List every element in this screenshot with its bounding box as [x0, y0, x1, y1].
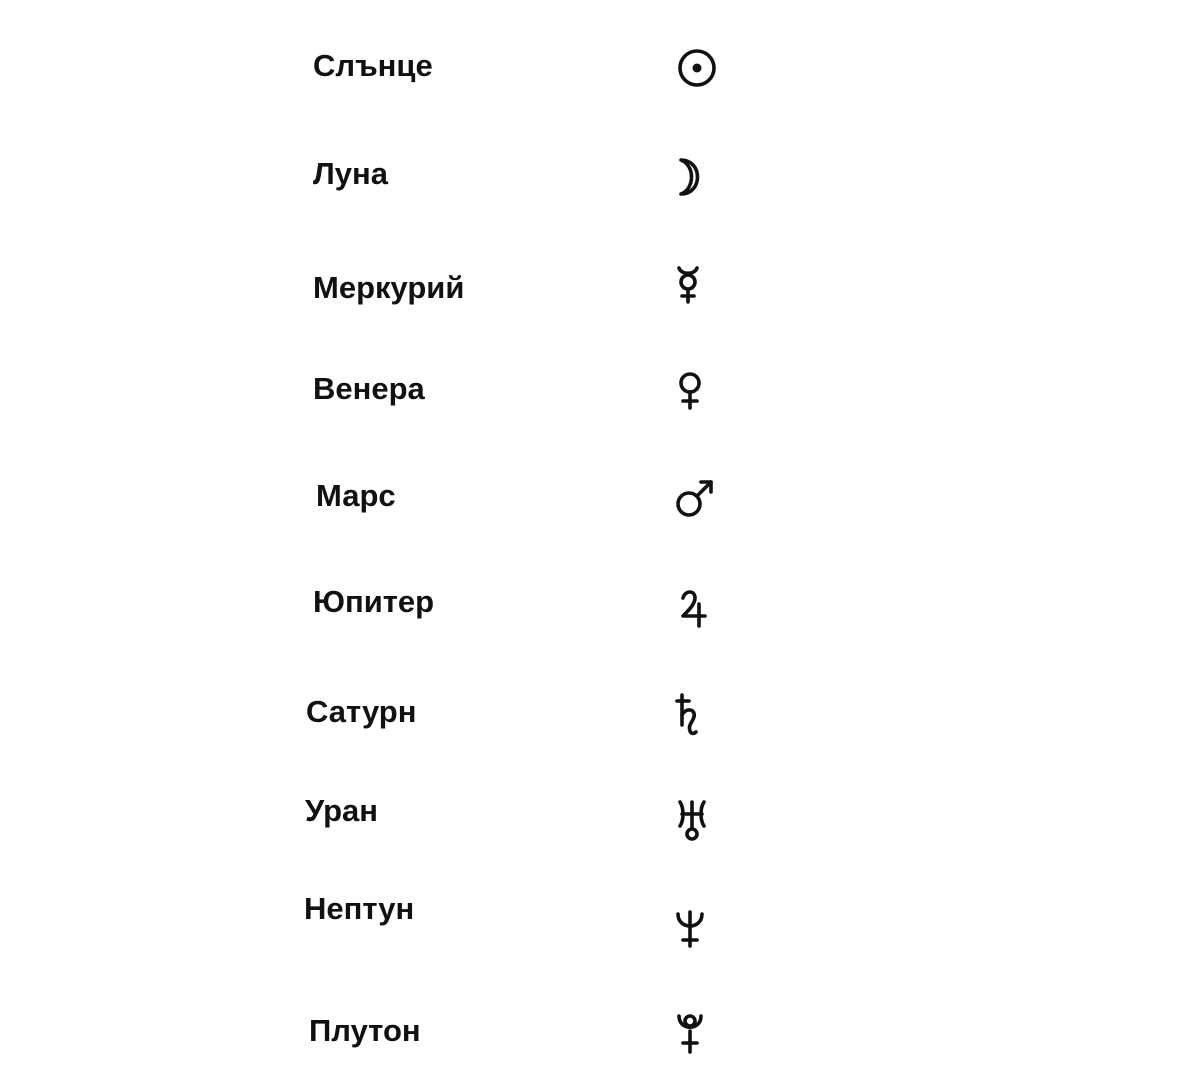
planet-name-saturn: Сатурн [306, 694, 417, 729]
uranus-icon [662, 790, 722, 850]
planet-name-mercury: Меркурий [313, 270, 465, 305]
planet-name-neptune: Нептун [304, 891, 415, 926]
planet-name-jupiter: Юпитер [313, 584, 435, 619]
mercury-icon [658, 256, 718, 316]
planet-name-pluto: Плутон [309, 1013, 421, 1048]
moon-icon [661, 147, 721, 207]
planet-name-moon: Луна [313, 156, 388, 191]
sun-icon [667, 38, 727, 98]
neptune-icon [660, 900, 720, 960]
mars-icon [667, 468, 727, 528]
planet-name-mars: Марс [316, 478, 396, 513]
planet-name-uranus: Уран [305, 793, 379, 828]
venus-icon [660, 360, 720, 420]
planet-name-sun: Слънце [313, 48, 433, 83]
saturn-icon [658, 685, 718, 745]
jupiter-icon [665, 578, 725, 638]
pluto-icon [660, 1004, 720, 1064]
planet-name-venus: Венера [313, 371, 425, 406]
